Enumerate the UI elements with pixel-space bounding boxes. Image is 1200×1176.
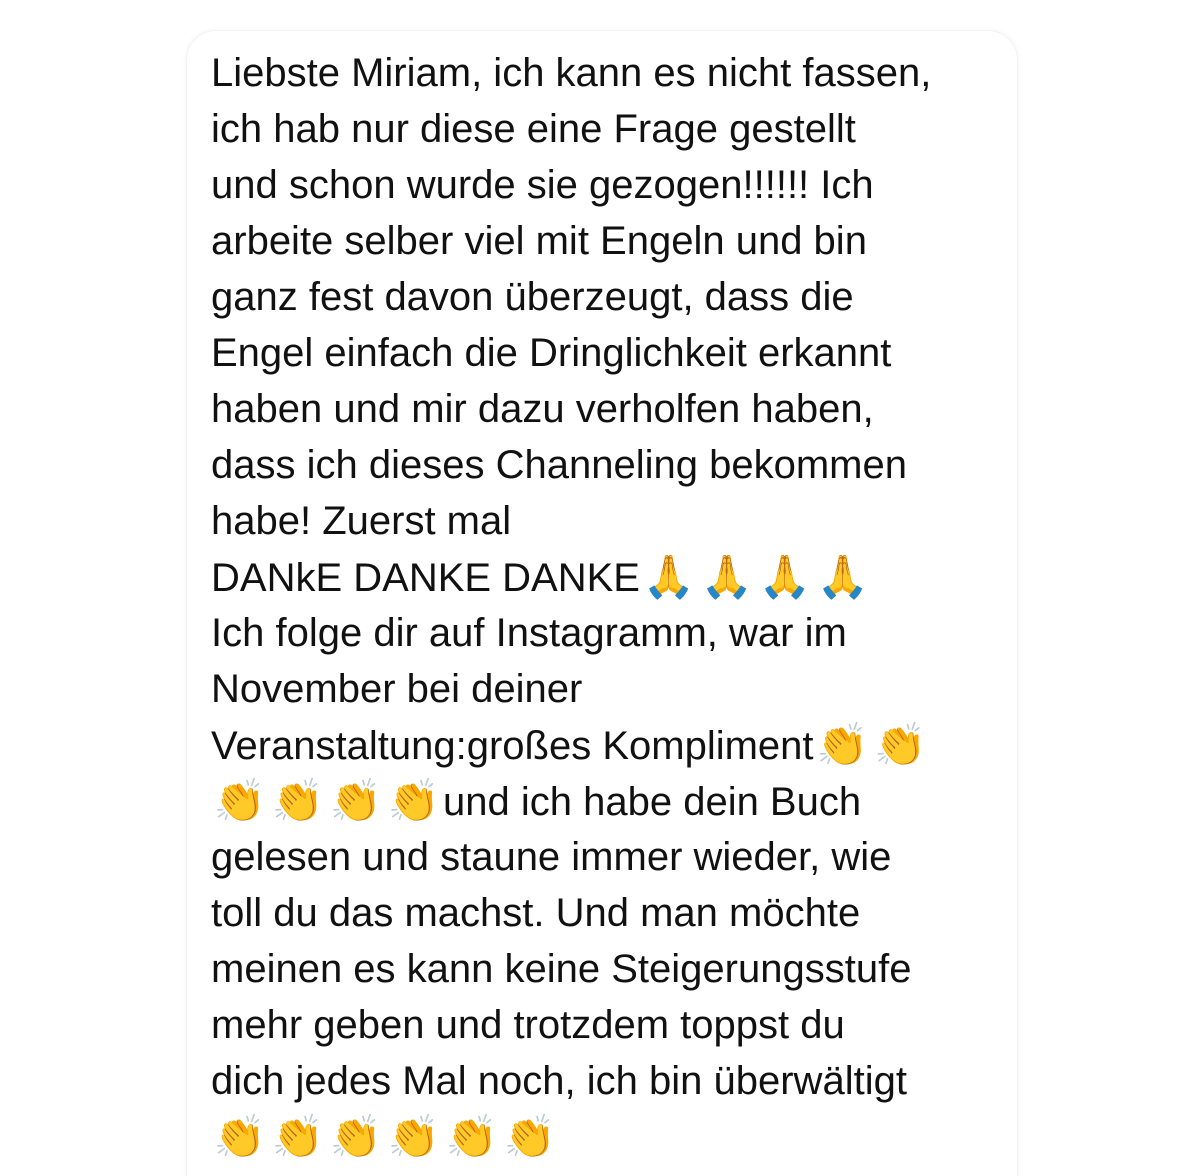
message-line: toll du das machst. Und man möchte [211, 891, 861, 935]
message-line: und schon wurde sie gezogen!!!!!! Ich [211, 163, 874, 207]
message-line: Ich folge dir auf Instagramm, war im [211, 611, 847, 655]
clapping-hands-icon: 👏 [445, 1112, 499, 1161]
clapping-hands-icon: 👏 [329, 776, 383, 825]
clapping-hands-icon: 👏 [503, 1112, 557, 1161]
message-line: dass ich dieses Channeling bekommen [211, 443, 907, 487]
clapping-hands-icon: 👏 [271, 776, 325, 825]
clapping-hands-icon: 👏 [213, 776, 267, 825]
message-line: haben und mir dazu verholfen haben, [211, 387, 874, 431]
message-line: dich jedes Mal noch, ich bin überwältigt [211, 1059, 907, 1103]
folded-hands-icon: 🙏 [816, 552, 870, 601]
clapping-hands-icon: 👏 [874, 720, 927, 769]
clapping-hands-icon: 👏 [329, 1112, 383, 1161]
message-line: gelesen und staune immer wieder, wie [211, 835, 892, 879]
clapping-hands-icon: 👏 [387, 776, 441, 825]
message-line: mehr geben und trotzdem toppst du [211, 1003, 845, 1047]
message-line: arbeite selber viel mit Engeln und bin [211, 219, 867, 263]
clapping-hands-icon: 👏 [213, 1112, 267, 1161]
thanks-line [211, 549, 1011, 605]
message-line: meinen es kann keine Steigerungsstufe [211, 947, 912, 991]
message-text [211, 45, 1011, 1165]
emoji-row [211, 1109, 1011, 1165]
message-line: ganz fest davon überzeugt, dass die [211, 275, 854, 319]
message-line: Veranstaltung:großes Kompliment [211, 724, 814, 768]
compliment-line [211, 717, 1011, 773]
message-line: Engel einfach die Dringlichkeit erkannt [211, 331, 892, 375]
clapping-hands-icon: 👏 [271, 1112, 325, 1161]
clapping-hands-icon: 👏 [387, 1112, 441, 1161]
folded-hands-icon: 🙏 [642, 552, 696, 601]
message-line: habe! Zuerst mal [211, 499, 512, 543]
folded-hands-icon: 🙏 [758, 552, 812, 601]
message-line: und ich habe dein Buch [443, 780, 862, 824]
clapping-hands-icon: 👏 [816, 720, 869, 769]
message-line: ich hab nur diese eine Frage gestellt [211, 107, 856, 151]
book-line [211, 773, 1011, 829]
message-line: DANkE DANKE DANKE [211, 556, 640, 600]
folded-hands-icon: 🙏 [700, 552, 754, 601]
message-line: Liebste Miriam, ich kann es nicht fassen, [211, 51, 932, 95]
message-line: November bei deiner [211, 667, 583, 711]
